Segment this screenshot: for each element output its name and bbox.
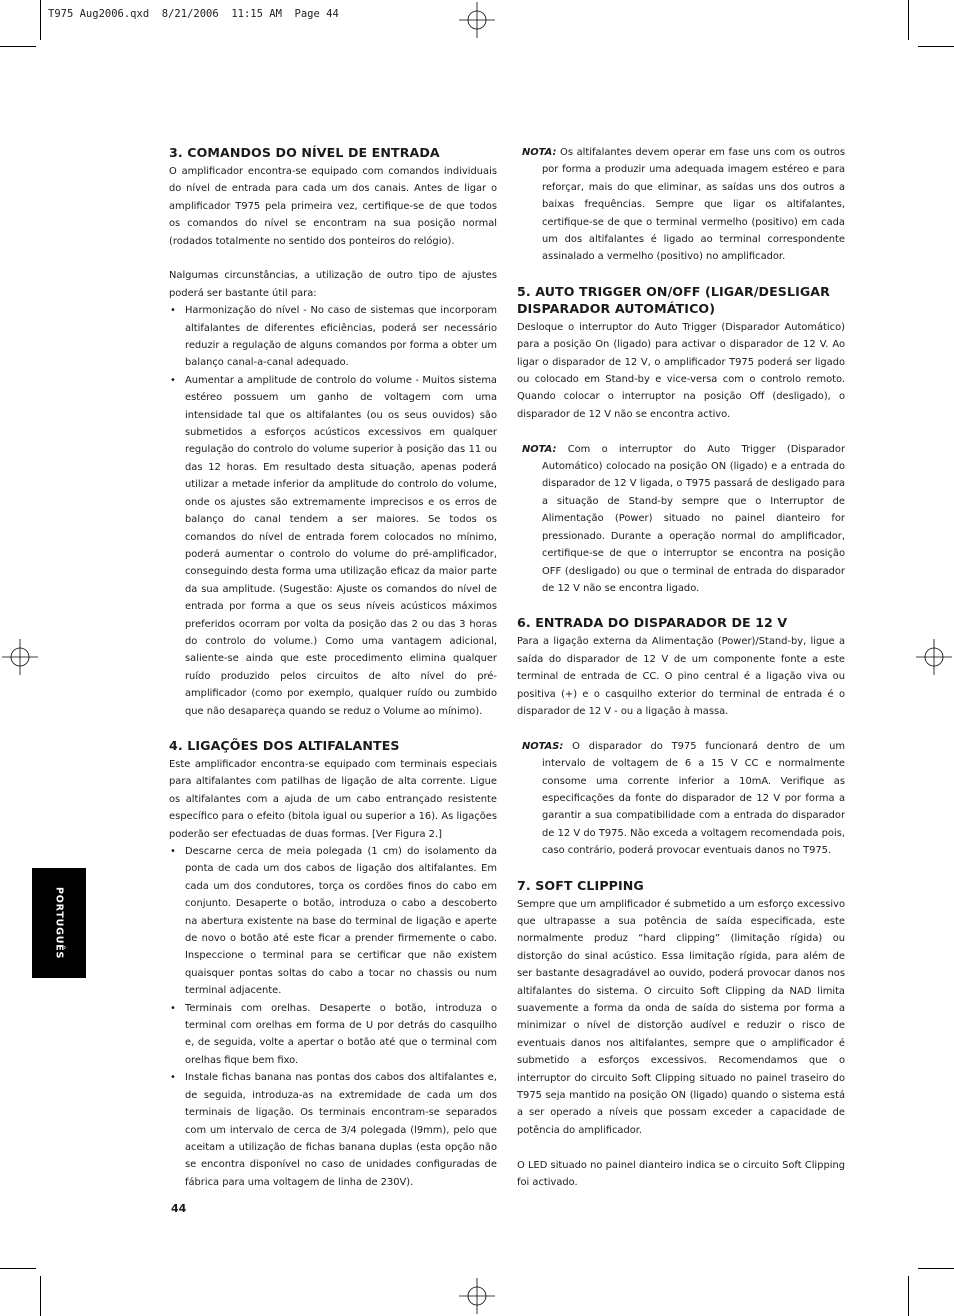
list-item: • Harmonização do nível - No caso de sistemas que incorporam altifalantes de diferentes eficiências, poderá ser necessário reduzir a regulação de alguns comandos por forma a obter um balanço canal-a-canal adequado. [169,302,497,372]
bullet-icon: • [170,374,176,386]
list-item: • Aumentar a amplitude de controlo do volume - Muitos sistema estéreo possuem um ganho de voltagem com uma intensidade tal que os altifalantes (ou os seus ouvidos) são submetidos a esforços acústicos excessivos em qualquer regulação do controlo do volume superior à posição das 11 ou das 12 horas. Em resultado desta situação, apenas poderá utilizar a metade inferior da amplitude do controlo do volume, onde os ajustes são extremamente imprecisos e os erros de balanço do canal tendem a ser maiores. Se todos os comandos do nível de entrada forem colocados no mínimo, poderá aumentar o controlo do volume do pré-amplificador, conseguindo desta forma uma utilização eficaz da maior parte da sua amplitude. (Sugestão: Ajuste os comandos do nível de entrada por forma a que os seus níveis acústicos máximos preferidos ocorram por volta da posição das 2 ou das 3 horas do controlo do volume.) Como uma vantagem adicional, saliente-se ainda que este procedimento elimina qualquer ruído produzido pelos circuitos de alto nível do pré-amplificador (como por exemplo, qualquer ruído ou zumbido que não desapareça quando se reduz o Volume ao mínimo). [169,372,497,720]
crop-mark [908,1276,909,1316]
print-slug: T975 Aug2006.qxd 8/21/2006 11:15 AM Page 44 [48,8,339,20]
paragraph: Para a ligação externa da Alimentação (Power)/Stand-by, ligue a saída do disparador de 12 V de um componente fonte a este terminal de entrada de CC. O pino central é a ligação viva ou positiva (+) e o casquilho exterior do terminal de entrada é o disparador de 12 V - ou a ligação à massa. [517,636,845,717]
page-number: 44 [171,1202,187,1215]
crop-mark [918,1268,954,1269]
registration-mark-icon [914,637,954,677]
crop-mark [908,0,909,40]
list-item: • Instale fichas banana nas pontas dos cabos dos altifalantes e, de seguida, introduza-as na extremidade de cada um dos terminais de ligação. Os terminais encontram-se separados com um intervalo de cerca de 3/4 polegada (l9mm), pelo que aceitam a utilização de fichas banana duplas (esta opção não se encontra disponível no caso de unidades configuradas de fábrica para uma voltagem de linha de 230V). [169,1069,497,1191]
registration-mark-icon [0,637,40,677]
crop-mark [40,0,41,40]
bullet-icon: • [170,305,176,317]
right-column [517,144,845,1191]
paragraph: Sempre que um amplificador é submetido a um esforço excessivo que ultrapasse a sua potência de saída especificada, este normalmente produz “hard clipping” (limitação rígida) ou distorção do sinal acústico. Essa limitação rígida, para além de ser bastante desagradável ao ouvido, poderá provocar danos nos altifalantes do sistema. O circuito Soft Clipping da NAD limita suavemente a forma da onda de saída do sistema por forma a minimizar o nível de distorção audível e reduzir o risco de eventuais danos nos altifalantes, sempre que o amplificador é submetido a esforços excessivos. Recomendamos que o interruptor do circuito Soft Clipping situado no painel traseiro do T975 seja mantido na posição ON (ligado) quando o sistema está a ser operado a níveis que possam exceder a capacidade de potência do amplificador. [517,898,845,1136]
note-label: NOTAS: [522,740,564,752]
paragraph: O amplificador encontra-se equipado com comandos individuais do nível de entrada para cada um dos canais. Antes de ligar o amplificador T975 pela primeira vez, certifique-se de que todos os comandos do nível se encontram na sua posição normal (rodados totalmente no sentido dos ponteiros do relógio). [169,166,497,247]
language-tab-label: PORTUGUÊS [53,886,65,960]
paragraph: Este amplificador encontra-se equipado com terminais especiais para altifalantes com patilhas de ligação de alta corrente. Ligue os altifalantes com a ajuda de um cabo entrançado resistente específico para o efeito (bitola igual ou superior a 16). As ligações poderão ser efectuadas de duas formas. [Ver Figura 2.] [169,758,497,840]
bullet-icon: • [170,1002,176,1014]
crop-mark [0,46,36,47]
bullet-list [169,302,497,720]
section-heading: 7. SOFT CLIPPING [517,877,644,893]
crop-mark [918,46,954,47]
note: NOTA: Com o interruptor do Auto Trigger (Disparador Automático) colocado na posição ON (ligado) e a entrada do disparador de 12 V ligada, o T975 passará de desligado para a situação de Stand-by sempre que o Interruptor de Alimentação (Power) situado no painel dianteiro for pressionado. Durante a operação normal do amplificador, certifique-se de que o interruptor se encontra na posição OFF (desligado) ou que o terminal de entrada do disparador de 12 V não se encontra ligado. [522,443,845,594]
section-heading: 6. ENTRADA DO DISPARADOR DE 12 V [517,615,788,631]
bullet-list [169,843,497,1191]
section-heading: 5. AUTO TRIGGER ON/OFF (LIGAR/DESLIGAR DISPARADOR AUTOMÁTICO) [517,283,830,316]
paragraph: O LED situado no painel dianteiro indica se o circuito Soft Clipping foi activado. [517,1159,845,1189]
language-tab [32,868,86,978]
note-label: NOTA: [522,443,557,455]
section-heading: 4. LIGAÇÕES DOS ALTIFALANTES [169,737,400,753]
left-column [169,144,497,1191]
crop-mark [40,1276,41,1316]
note-label: NOTA: [522,147,557,158]
note: NOTA: Os altifalantes devem operar em fase uns com os outros por forma a produzir uma adequada imagem estéreo e para reforçar, mais do que eliminar, as saídas uns dos outros a baixas frequências. Sempre que ligar os altifalantes, certifique-se de que o terminal vermelho (positivo) em cada um dos altifalantes é ligado ao terminal correspondente assinalado a vermelho (positivo) no amplificador. [522,147,845,263]
bullet-icon: • [170,846,176,858]
list-item: • Terminais com orelhas. Desaperte o botão, introduza o terminal com orelhas em forma de U por detrás do casquilho e, de seguida, volte a apertar o botão até que o terminal com orelhas fique bem fixo. [169,1000,497,1070]
paragraph: Desloque o interruptor do Auto Trigger (Disparador Automático) para a posição On (ligado) para activar o disparador de 12 V. Ao ligar o disparador de 12 V, o amplificador T975 poderá ser ligado ou colocado em Stand-by e vice-versa com o controlo remoto. Quando colocar o interruptor na posição Off (desligado), o disparador de 12 V não se encontra activo. [517,321,845,420]
registration-mark-icon [457,0,497,40]
paragraph: Nalgumas circunstâncias, a utilização de outro tipo de ajustes poderá ser bastante útil para: [169,270,497,299]
crop-mark [0,1268,36,1269]
section-heading: 3. COMANDOS DO NÍVEL DE ENTRADA [169,145,440,160]
registration-mark-icon [457,1276,497,1316]
list-item: • Descarne cerca de meia polegada (1 cm) do isolamento da ponta de cada um dos cabos de ligação dos altifalantes. Em cada um dos condutores, torça os cordões finos do cabo em conjunto. Desaperte o botão, introduza o cabo a descoberto na abertura existente na base do terminal de ligação e aperte de novo o botão até este ficar a prender firmemente o cabo. Inspeccione o terminal para se certificar que não existem quaisquer pontas soltas do cabo a tocar no chassis ou num terminal adjacente. [169,843,497,1000]
bullet-icon: • [170,1072,176,1084]
note: NOTAS: O disparador do T975 funcionará dentro de um intervalo de voltagem de 6 a 15 V CC e normalmente consome uma corrente inferior a 10mA. Verifique as especificações da fonte do disparador de 12 V por forma a garantir a sua compatibilidade com a entrada do disparador de 12 V do T975. Não exceda a voltagem recomendada pois, caso contrário, poderá provocar eventuais danos no T975. [522,740,845,857]
